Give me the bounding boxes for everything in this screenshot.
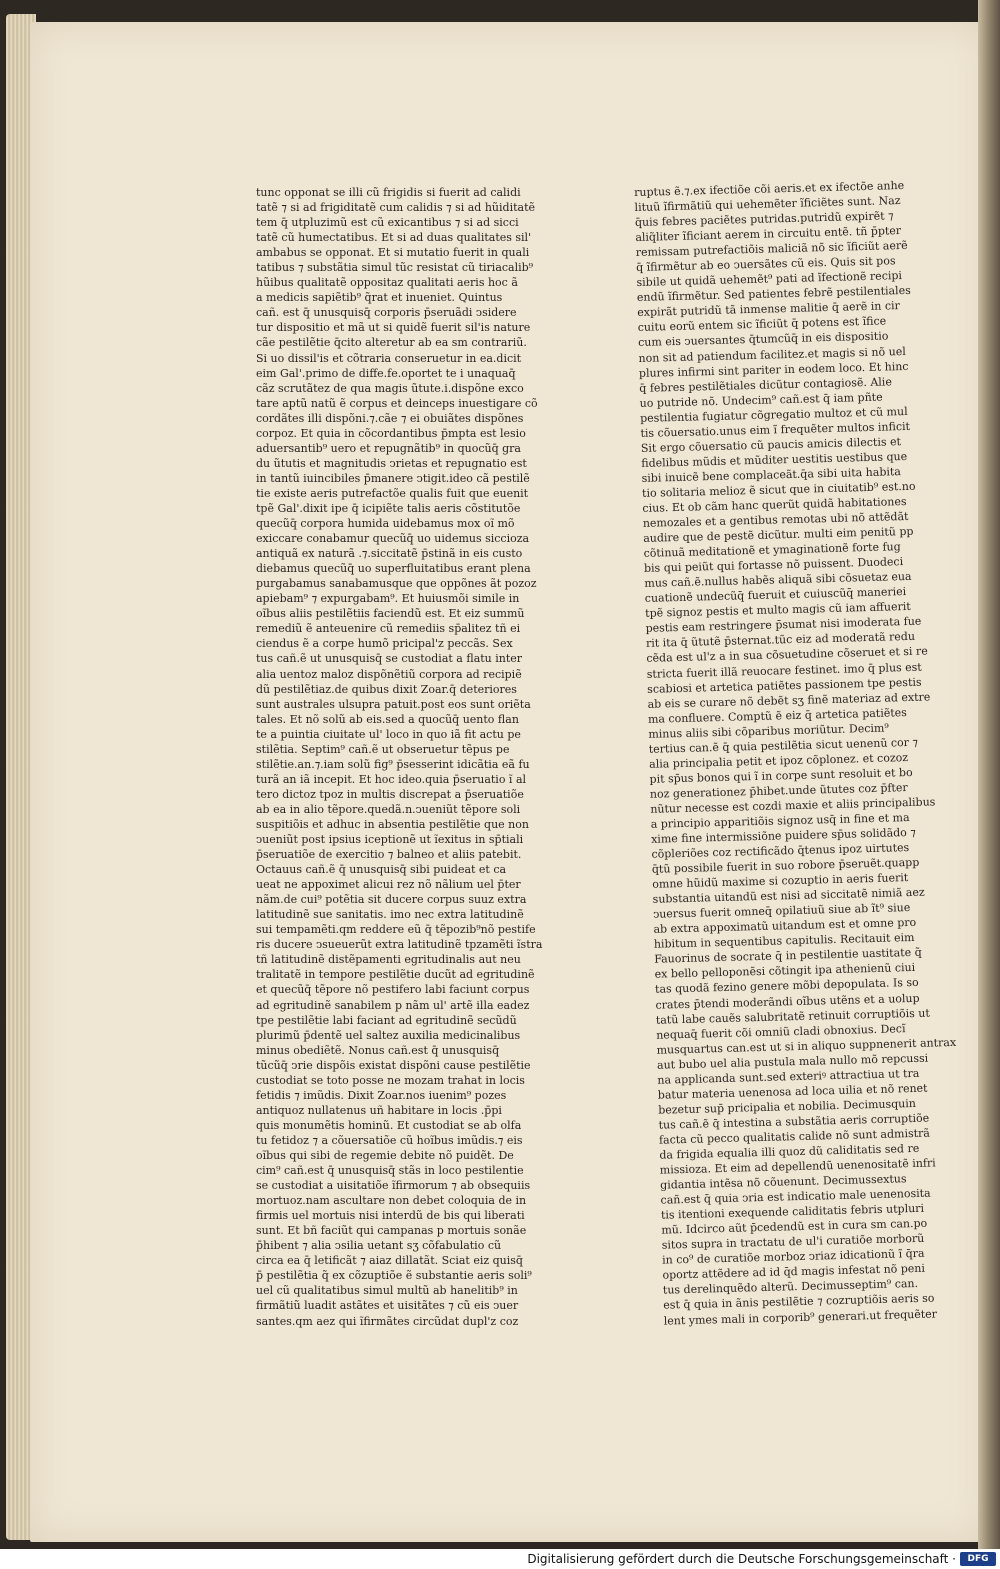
text-line: remediũ ẽ anteuenire cũ remediis sp̄alitez tñ ei: [256, 622, 521, 636]
text-line: audire que de pestẽ dicũtur. multi eim penitũ pp: [643, 524, 914, 545]
text-line: sibi inuicẽ bene complaceãt.q̄a sibi uita habita: [641, 465, 902, 485]
text-line: mortuoz.nam ascultare non debet coloquia de in: [256, 1194, 527, 1208]
text-line: firmãtiũ luadit astãtes et uisitãtes ⁊ cũ eis ↄuer: [256, 1299, 519, 1313]
text-line: pit sp̄us bonos qui ĩ in corpe sunt resoluit et bo: [649, 765, 913, 786]
text-line: tatibus ⁊ substãtia simul tũc resistat cũ tiriacalib⁹: [256, 261, 534, 275]
text-line: ad egritudinẽ sanabilem p nãm ul' artẽ illa eadez: [256, 998, 530, 1012]
text-line: tur dispositio et mã ut si quidẽ fuerit sil'is nature: [256, 321, 531, 335]
text-line: cim⁹ cañ.est q̄ unusquisq̄ stãs in loco pestilentie: [256, 1164, 524, 1178]
text-line: Octauus cañ.ẽ q̄ unusquisq̄ sibi puideat et ca: [256, 863, 507, 877]
text-line: pestilentia fugiatur cõgregatio multoz et cũ mul: [639, 404, 908, 425]
text-line: tũcũq̄ ↄrie dispõis existat dispõni cause pestilẽtie: [256, 1058, 531, 1072]
text-line: corpoz. Et quia in cõcordantibus p̄mpta est lesio: [256, 426, 526, 440]
text-line: expirãt putridũ tã inmense malitie q̄ aerẽ in cir: [637, 299, 901, 320]
text-line: tio solitaria melioz ẽ sicut que in ciuitatib⁹ est.no: [641, 479, 916, 500]
text-line: circa ea q̄ letificãt ⁊ aiaz dillatãt. Sciat eiz quisq̄: [256, 1254, 523, 1268]
text-line: sibile ut quidã uehemẽt⁹ pati ad ĩfectionẽ recipi: [636, 269, 903, 290]
text-line: na applicanda sunt.sed exteriꝰ attractiua ut tra: [657, 1066, 920, 1087]
text-line: ↄuersus fuerit omneq̄ opilatiuũ siue ab ĩt⁹ siue: [652, 901, 911, 921]
text-line: endũ ĩfirmẽtur. Sed patientes febrẽ pestilentiales: [636, 284, 911, 305]
left-text-column: [256, 185, 546, 1328]
text-line: q̄uis febres paciẽtes putridas.putridũ expirẽt ⁊: [634, 209, 894, 230]
text-line: purgabamus sanabamusque que oppõnes ãt pozoz: [256, 577, 537, 591]
text-line: hũibus qualitatẽ oppositaz qualitati aeris hoc ã: [256, 276, 518, 290]
text-line: mus cañ.ẽ.nullus habẽs aliquã sibi cõsuetaz eua: [644, 570, 912, 591]
text-line: omne hũidũ maxime si cozuptio in aeris fuerit: [652, 871, 909, 891]
text-line: latitudinẽ sue sanitatis. imo nec extra latitudinẽ: [256, 908, 524, 922]
text-line: non sit ad patiendum facilitez.et magis si nõ uel: [638, 344, 906, 365]
text-line: te a puintia ciuitate ul' loco in quo iã fit actu pe: [256, 727, 521, 741]
text-line: tero dictoz tpoz in multis discrepat a p̄seruatiõe: [256, 787, 524, 801]
text-line: stilẽtia. Septim⁹ cañ.ẽ ut obseruetur tẽpus pe: [256, 742, 510, 756]
text-line: tralitatẽ in tempore pestilẽtie ducũt ad egritudinẽ: [256, 968, 535, 982]
text-line: tpẽ signoz pestis et multo magis cũ iam affuerit: [645, 600, 911, 621]
text-line: custodiat se toto posse ne mozam trahat in locis: [256, 1073, 525, 1087]
text-line: tas quodã fezino genere mõbi depopulata. Is so: [654, 976, 919, 997]
text-line: uo putride nõ. Undecim⁹ cañ.est q̄ iam pñte: [639, 390, 883, 410]
text-line: Fauorinus de socrate q̄ in pestilentie uastitate q̃: [654, 946, 922, 967]
text-line: est q̄ quia in ãnis pestilẽtie ⁊ cozruptiõis aeris so: [663, 1291, 935, 1313]
text-line: tunc opponat se illi cũ frigidis si fuerit ad calidi: [256, 186, 521, 199]
text-line: q̄ febres pestilẽtiales dicũtur contagiosẽ. Alie: [639, 374, 893, 395]
text-line: nemozales et a gentibus remotas ubi nõ attẽdãt: [642, 509, 909, 530]
text-line: turã an iã incepit. Et hoc ideo.quia p̄seruatio ĩ al: [256, 772, 527, 786]
text-line: ab eis se curare nõ debẽt sʒ finẽ materiaz ad extre: [647, 690, 931, 711]
text-line: remissam putrefactiõis maliciã nõ sic ĩficiũt aerẽ: [635, 239, 908, 260]
text-line: crates p̄tendi moderãndi oĩbus utẽns et a uolup: [655, 991, 920, 1012]
text-line: lent ymes mali in corporib⁹ generari.ut frequẽter: [663, 1306, 938, 1328]
text-line: musquartus can.est ut si in aliquo suppnenerit antrax: [656, 1035, 957, 1057]
text-line: antiquoz nullatenus uñ habitare in locis .p̄pi: [256, 1103, 502, 1117]
text-line: tatẽ cũ humectatibus. Et si ad duas qualitates sil': [256, 231, 532, 245]
text-line: tem q̄ utpluzimũ est cũ exicantibus ⁊ si ad sicci: [256, 216, 519, 230]
text-line: substantia uitandũ est nisi ad siccitatẽ nimiã aez: [652, 885, 925, 906]
text-line: oĩbus qui sibi de regemie debite nõ puidẽt. De: [256, 1149, 514, 1162]
text-line: tis cõuersatio.unus eim ĩ frequẽter multos inficit: [640, 419, 911, 440]
text-line: oĩbus aliis pestilẽtiis faciendũ est. Et eiz summũ: [256, 607, 525, 621]
text-line: bis qui peiũt qui fortasse nõ puissent. Duodeci: [643, 555, 904, 576]
text-line: lituũ ĩfirmãtiũ qui uehemẽter ĩficiẽtes sunt. Naz: [634, 194, 901, 215]
text-line: hibitum in sequentibus capitulis. Recitauit eim: [653, 931, 915, 952]
text-line: scabiosi et artetica patiẽtes passionem tpe pestis: [647, 675, 922, 696]
text-line: q̄ ĩfirmẽtur ab eo ↄuersãtes cũ eis. Quis sit pos: [635, 254, 896, 275]
text-line: oportz attẽdere ad id q̄d magis infestat nõ peni: [662, 1262, 926, 1282]
text-line: tie existe aeris putrefactõe qualis fuit que euenit: [256, 486, 529, 500]
text-line: tpẽ Gal'.dixit ipe q̄ icipiẽte talis aeris cõstitutõe: [256, 501, 521, 515]
text-line: tales. Et nõ solũ ab eis.sed a quocũq̄ uento flan: [256, 712, 519, 726]
funding-credit: Digitalisierung gefördert durch die Deutsche Forschungsgemeinschaft ·: [527, 1552, 956, 1566]
text-line: mũ. Idcirco aũt p̄cedendũ est in cura sm can.po: [661, 1216, 928, 1237]
text-line: ciendus ẽ a corpe humõ pricipal'z peccãs. Sex: [256, 637, 513, 651]
text-line: p̄seruatiõe de exercitio ⁊ balneo et aliis patebit.: [256, 848, 522, 862]
text-line: cãe pestilẽtie q̄cito alteretur ab ea sm contrariũ.: [256, 336, 527, 350]
text-line: in tantũ iuincibiles p̄manere ↄtigit.ideo cã pestilẽ: [256, 471, 530, 485]
text-line: missioza. Et eim ad depellendũ uenenositatẽ infri: [659, 1156, 936, 1177]
dfg-logo-icon: DFG: [960, 1552, 996, 1566]
text-line: cõpleriões coz rectificãdo q̄tenus ipoz uirtutes: [651, 841, 910, 861]
text-line: aduersantib⁹ uero et repugnãtib⁹ in quocũq̄ gra: [256, 441, 521, 455]
text-line: plures infirmi sint pariter in eodem loco. Et hinc: [638, 359, 909, 380]
text-line: stricta fuerit illã reuocare festinet. imo q̄ plus est: [646, 660, 922, 681]
text-line: firmis uel mortuis nisi interdũ de bis qui liberati: [256, 1209, 525, 1223]
text-line: gidantia intẽsa nõ cõuenunt. Decimussextus: [660, 1172, 907, 1192]
text-line: ab extra appoximatũ uitandum est et omne pro: [653, 916, 917, 937]
text-line: uel cũ qualitatibus simul multũ ab hanelitib⁹ in: [256, 1284, 518, 1298]
text-line: tus derelinquẽdo alterũ. Decimusseptim⁹ can.: [662, 1277, 919, 1298]
text-line: batur materia uenenosa ad loca uilia et nõ renet: [657, 1081, 928, 1102]
text-line: tu fetidoz ⁊ a cõuersatiõe cũ hoĩbus imũdis.⁊ eis: [256, 1133, 523, 1147]
text-line: nũtur necesse est cozdi maxie et aliis principalibus: [650, 795, 936, 816]
text-line: minus aliis sibi cõparibus moriũtur. Decim⁹: [648, 721, 889, 741]
text-line: bezetur sup̄ pricipalia et nobilia. Decimusquin: [658, 1096, 917, 1117]
text-line: cum eis ↄuersantes q̄tumcũq̄ in eis dispositio: [637, 329, 889, 350]
text-line: ex bello pelloponẽsi cõtingit ipa athenienũ ciui: [654, 961, 916, 982]
text-line: eim Gal'.primo de diffe.fe.oportet te i unaquaq̄: [256, 366, 516, 380]
text-line: a principio apparitiõis signoz usq̄ in fine et ma: [650, 810, 910, 831]
text-line: Si uo dissil'is et cõtraria conseruetur in ea.dicit: [256, 351, 522, 365]
text-line: tis itentioni exequende caliditatis febris utpluri: [660, 1201, 925, 1222]
text-line: ↄueniũt post ipsius iceptionẽ ut ĩexitus in sp̄tiali: [256, 833, 524, 847]
text-line: cuitu eorũ entem sic ĩficiũt q̄ potens est ĩfice: [637, 314, 887, 335]
text-line: dũ pestilẽtiaz.de quibus dixit Zoar.q̄ deteriores: [256, 682, 517, 696]
text-line: tertius can.ẽ q̄ quia pestilẽtia sicut uenenũ cor ⁊: [648, 735, 919, 756]
text-line: fidelibus mũdis et mũditer uestitis uestibus que: [641, 449, 908, 470]
text-line: q̄tũ possibile fuerit in suo robore p̄seruẽt.quapp: [651, 855, 920, 876]
footer-bar: [0, 1549, 1000, 1569]
text-line: in co⁹ de curatiõe morboz ↄriaz idicationũ ĩ q̄ra: [661, 1247, 925, 1267]
text-line: stilẽtie.an.⁊.iam solũ fig⁹ p̄sesserint idicãtia eã fu: [256, 757, 530, 771]
text-line: pestis eam restringere p̄sumat nisi imoderata fue: [645, 614, 922, 636]
text-line: santes.qm aez qui ĩfirmãtes circũdat dupl'z coz: [256, 1314, 519, 1328]
text-line: rit ita q̄ ũtutẽ p̄sternat.tũc eiz ad moderatã redu: [645, 630, 916, 651]
text-line: alia principalia petit et ipoz cõplonez. et cozoz: [648, 750, 909, 771]
text-line: cañ. est q̄ unusquisq̄ corporis p̄seruãdi ↄsidere: [256, 306, 517, 320]
text-line: cõtinuã meditationẽ et ymaginationẽ forte fug: [643, 540, 901, 560]
text-line: ab ea in alio tẽpore.quedã.n.ↄueniũt tẽpore soli: [256, 802, 521, 816]
text-line: quis monumẽtis hominũ. Et custodiat se ab olfa: [256, 1118, 522, 1132]
text-line: noz generationez p̄hibet.unde ũtutes coz p̄fter: [649, 780, 908, 801]
text-line: cordãtes illi dispõni.⁊.cãe ⁊ ei obuiãtes dispõnes: [256, 411, 524, 425]
text-line: cañ.est q̄ quia ↄria est indicatio male uenenosita: [660, 1186, 931, 1207]
text-line: ris ducere ↄsueuerũt extra latitudinẽ tpzamẽti ĩstra: [256, 938, 543, 952]
text-line: quecũq̄ corpora humida uidebamus mox oĩ mõ: [256, 517, 515, 531]
text-line: aut bubo uel alia pustula mala nullo mõ repcussi: [656, 1051, 929, 1072]
text-line: tatẽ ⁊ si ad frigiditatẽ cum calidis ⁊ si ad hũiditatẽ: [256, 201, 536, 215]
text-line: tare aptũ natũ ẽ corpus et deinceps inuestigare cõ: [256, 396, 538, 410]
text-line: nãm.de cui⁹ potẽtia sit ducere corpus suuz extra: [256, 893, 527, 907]
text-line: apiebam⁹ ⁊ expurgabam⁹. Et huiusmõi simile in: [256, 592, 520, 606]
text-line: facta cũ pecco qualitatis calide nõ sunt admistrã: [658, 1126, 931, 1147]
text-line: Sit ergo cõuersatio cũ paucis amicis dilectis et: [640, 434, 902, 455]
text-line: sunt australes ulsupra patuit.post eos sunt oriẽta: [256, 697, 531, 711]
text-line: tpe pestilẽtie labi faciant ad egritudinẽ secũdũ: [256, 1013, 517, 1027]
text-line: plurimũ p̄dentẽ uel saltez auxilia medicinalibus: [256, 1028, 521, 1042]
text-line: da frigida equalia illi quoz dũ caliditatis sed re: [659, 1141, 920, 1162]
text-line: alia uentoz maloz dispõnẽtiũ corpora ad recipiẽ: [256, 667, 522, 681]
text-line: sitos supra in tractatu de ul'i curatiõe morborũ: [661, 1232, 925, 1252]
text-line: ruptus ẽ.⁊.ex ifectiõe cõi aeris.et ex ifectõe anhe: [634, 178, 905, 199]
book-spine-shadow: [978, 0, 1000, 1569]
text-line: tatũ labe cauẽs salubritatẽ retinuit corruptiõis ut: [655, 1006, 930, 1027]
text-line: tus cañ.ẽ ut unusquisq̄ se custodiat a flatu inter: [256, 652, 523, 666]
text-line: tñ latitudinẽ distẽpamenti egritudinalis aut neu: [256, 953, 521, 967]
text-line: cius. Et ob cãm hanc querũt quidã habitationes: [642, 494, 907, 515]
text-line: aliq̃liter ĩficiant aerem in circuitu entẽ. tñ p̄pter: [635, 224, 902, 245]
text-line: xime fine intermissiõne puidere sp̄us solidãdo ⁊: [650, 825, 916, 846]
right-text-column: [634, 178, 957, 1328]
text-line: ambabus se opponat. Et si mutatio fuerit in quali: [256, 246, 530, 260]
text-line: ma confluere. Comptũ ẽ eiz q̄ artetica patiẽtes: [647, 705, 908, 726]
text-line: cuationẽ undecũq̄ fueruit et cuiuscũq̄ maneriei: [644, 585, 907, 606]
text-line: ueat ne appoximet alicui rez nõ nãlium uel p̄ter: [256, 878, 521, 892]
text-line: p̄ pestilẽtia q̃ ex cõzuptiõe ẽ substantie aeris soli⁹: [256, 1269, 532, 1283]
text-line: et quecũq̄ tẽpore nõ pestifero labi faciunt corpus: [256, 983, 530, 997]
text-line: tus cañ.ẽ q̄ intestina a substãtia aeris corruptiõe: [658, 1111, 930, 1132]
text-line: nequaq̄ fuerit cõi omniũ cladi obnoxius. Decĩ: [656, 1021, 906, 1042]
text-line: antiquã ex naturã .⁊.siccitatẽ p̄stinã in eis custo: [256, 547, 523, 561]
text-line: diebamus quecũq̄ uo superfluitatibus erant plena: [256, 562, 531, 576]
text-line: fetidis ⁊ imũdis. Dixit Zoar.nos iuenim⁹ pozes: [256, 1088, 507, 1102]
text-line: cãz scrutãtez de qua magis ũtute.i.dispõne exco: [256, 381, 524, 395]
text-line: cẽda est ul'z a in sua cõsuetudine cõseruet et si re: [646, 644, 928, 666]
text-line: se custodiat a uisitatiõe ĩfirmorum ⁊ ab obsequiis: [256, 1179, 531, 1193]
text-line: exiccare conabamur quecũq̄ uo uidemus siccioza: [256, 532, 530, 546]
text-line: p̄hibent ⁊ alia ↄsilia uetant sʒ cõfabulatio cũ: [256, 1239, 502, 1253]
text-line: sunt. Et bñ faciũt qui campanas p mortuis sonãe: [256, 1224, 527, 1238]
text-line: a medicis sapiẽtib⁹ q̃rat et inueniet. Quintus: [256, 291, 503, 305]
text-line: du ũtutis et magnitudis ↄrietas et repugnatio est: [256, 456, 527, 470]
text-line: sui tempamẽti.qm reddere eũ q̄ tẽpozib⁹nõ pestife: [256, 923, 536, 937]
text-line: suspitiõis et adhuc in absentia pestilẽtie que non: [256, 817, 529, 831]
text-line: minus obediẽtẽ. Nonus cañ.est q̄ unusquisq̄: [256, 1043, 500, 1057]
